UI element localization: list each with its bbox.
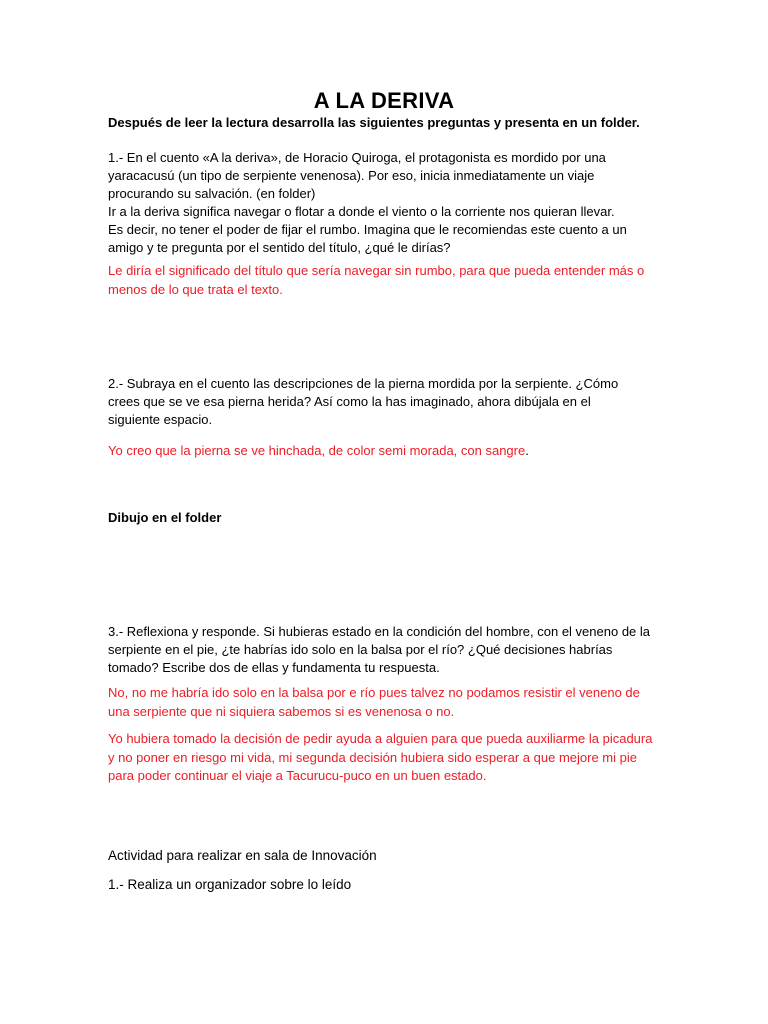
question-2-line: siguiente espacio.	[108, 412, 213, 427]
instructions: Después de leer la lectura desarrolla las siguientes preguntas y presenta en un folder.	[108, 115, 640, 130]
answer-3a-line: una serpiente que ni siquiera sabemos si es venenosa o no.	[108, 703, 455, 719]
document-title: A LA DERIVA	[313, 88, 455, 113]
question-3-line: serpiente en el pie, ¿te habrías ido solo en la balsa por el río? ¿Qué decisiones habrías	[108, 642, 613, 657]
question-3-line: tomado? Escribe dos de ellas y fundamenta tu respuesta.	[108, 660, 440, 675]
question-1-line: Es decir, no tener el poder de fijar el rumbo. Imagina que le recomiendas este cuento a un	[108, 222, 627, 237]
question-1	[108, 149, 668, 257]
answer-2-period: .	[525, 443, 529, 458]
question-3-line: 3.- Reflexiona y responde. Si hubieras estado en la condición del hombre, con el veneno de la	[108, 624, 651, 639]
question-1-line: procurando su salvación. (en folder)	[108, 186, 316, 201]
answer-2-text: Yo creo que la pierna se ve hinchada, de color semi morada, con sangre	[108, 443, 526, 458]
drawing-note: Dibujo en el folder	[108, 510, 222, 525]
question-1-line: 1.- En el cuento «A la deriva», de Horacio Quiroga, el protagonista es mordido por una	[108, 150, 606, 165]
answer-2	[108, 442, 668, 460]
question-2	[108, 375, 668, 429]
answer-3b	[108, 730, 668, 786]
answer-1	[108, 262, 668, 299]
question-1-line: yaracacusú (un tipo de serpiente venenosa). Por eso, inicia inmediatamente un viaje	[108, 168, 595, 183]
answer-3b-line: Yo hubiera tomado la decisión de pedir ayuda a alguien para que pueda auxiliarme la picadura	[108, 731, 653, 746]
answer-1-line: menos de lo que trata el texto.	[108, 281, 283, 297]
answer-3b-line: para poder continuar el viaje a Tacurucu-puco en un buen estado.	[108, 768, 487, 783]
answer-3b-line: y no poner en riesgo mi vida, mi segunda decisión hubiera sido esperar a que mejore mi pie	[108, 749, 637, 765]
activity-item-1: 1.- Realiza un organizador sobre lo leído	[108, 877, 352, 892]
answer-1-line: Le diría el significado del título que sería navegar sin rumbo, para que pueda entender más o	[108, 263, 645, 278]
answer-3a-line: No, no me habría ido solo en la balsa por e río pues talvez no podamos resistir el veneno de	[108, 685, 640, 700]
question-3	[108, 623, 668, 677]
question-2-line: 2.- Subraya en el cuento las descripciones de la pierna mordida por la serpiente. ¿Cómo	[108, 376, 619, 391]
question-1-line: Ir a la deriva significa navegar o flotar a donde el viento o la corriente nos quieran llevar.	[108, 204, 615, 219]
activity-heading: Actividad para realizar en sala de Innovación	[108, 848, 377, 863]
question-2-line: crees que se ve esa pierna herida? Así como la has imaginado, ahora dibújala en el	[108, 394, 591, 409]
answer-3a	[108, 684, 668, 721]
question-1-line: amigo y te pregunta por el sentido del título, ¿qué le dirías?	[108, 240, 451, 255]
